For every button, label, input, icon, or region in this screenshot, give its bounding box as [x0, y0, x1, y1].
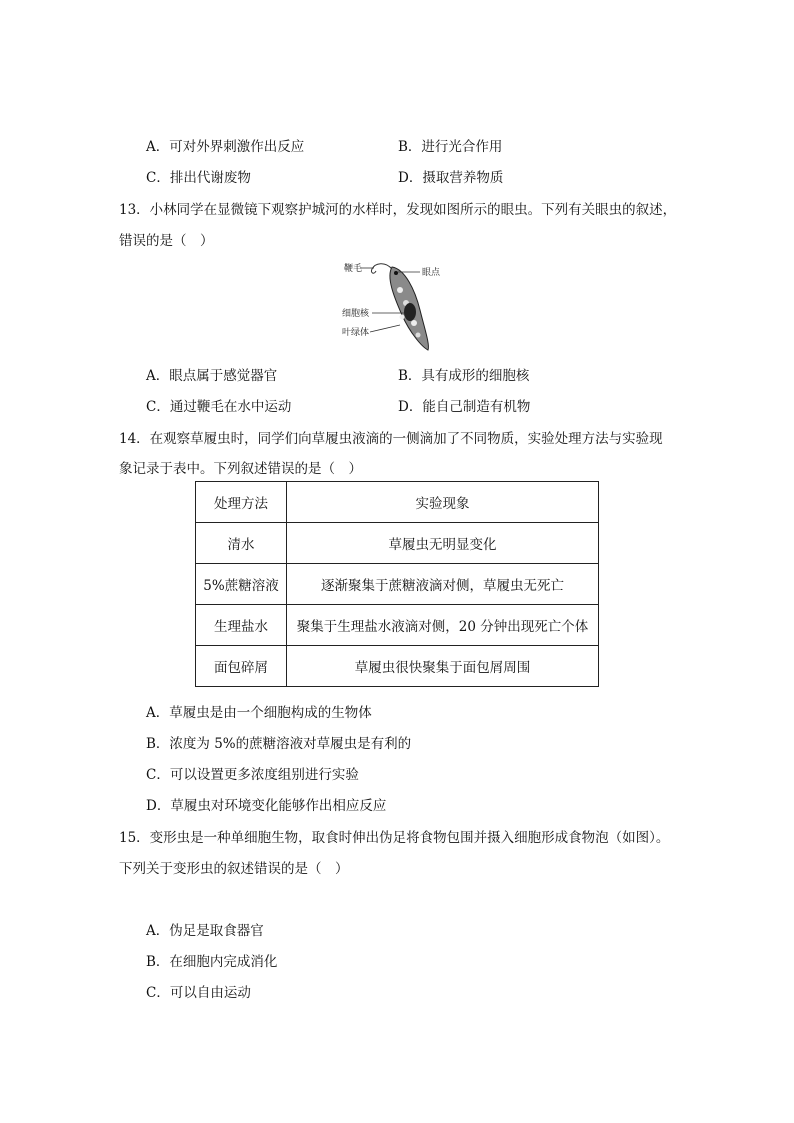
- q15-stem-line1: 15．变形虫是一种单细胞生物，取食时伸出伪足将食物包围并摄入细胞形成食物泡（如图）。: [119, 830, 670, 846]
- nucleus-label: 细胞核: [342, 309, 370, 319]
- q13-stem-line2: 错误的是（ ）: [119, 233, 214, 249]
- table-header-cell: 实验现象: [287, 482, 599, 523]
- q15-option-a: A．伪足是取食器官: [146, 923, 264, 939]
- q14-option-d: D．草履虫对环境变化能够作出相应反应: [146, 798, 387, 814]
- eyespot-label: 眼点: [422, 268, 441, 278]
- table-row: [196, 564, 599, 605]
- q12-option-a: A．可对外界刺激作出反应: [146, 139, 305, 155]
- table-cell: 聚集于生理盐水液滴对侧，20 分钟出现死亡个体: [287, 605, 599, 646]
- table-cell: 生理盐水: [196, 605, 287, 646]
- q15-option-c: C．可以自由运动: [146, 985, 251, 1001]
- q13-option-d: D．能自己制造有机物: [398, 399, 531, 415]
- table-cell: 清水: [196, 523, 287, 564]
- table-row: [196, 646, 599, 687]
- chloroplast-label: 叶绿体: [342, 328, 370, 338]
- table-row: [196, 605, 599, 646]
- table-header-row: [196, 482, 599, 523]
- euglena-figure: [330, 255, 460, 355]
- q15-option-b: B．在细胞内完成消化: [146, 954, 278, 970]
- q14-option-a: A．草履虫是由一个细胞构成的生物体: [146, 705, 372, 721]
- q12-option-d: D．摄取营养物质: [398, 170, 504, 186]
- q14-option-c: C．可以设置更多浓度组别进行实验: [146, 767, 359, 783]
- table-cell: 草履虫很快聚集于面包屑周围: [287, 646, 599, 687]
- q13-option-a: A．眼点属于感觉器官: [146, 368, 278, 384]
- q13-stem-line1: 13．小林同学在显微镜下观察护城河的水样时，发现如图所示的眼虫。下列有关眼虫的叙述，: [119, 202, 677, 218]
- q14-option-b: B．浓度为 5%的蔗糖溶液对草履虫是有利的: [146, 736, 412, 752]
- table-cell: 面包碎屑: [196, 646, 287, 687]
- table-header-cell: 处理方法: [196, 482, 287, 523]
- q14-stem-line2: 象记录于表中。下列叙述错误的是（ ）: [119, 461, 362, 477]
- q14-stem-line1: 14．在观察草履虫时，同学们向草履虫液滴的一侧滴加了不同物质，实验处理方法与实验现: [119, 431, 663, 447]
- q12-option-b: B．进行光合作用: [398, 139, 503, 155]
- flagellum-label: 鞭毛: [344, 264, 363, 274]
- q15-stem-line2: 下列关于变形虫的叙述错误的是（ ）: [119, 861, 349, 877]
- q12-option-c: C．排出代谢废物: [146, 170, 251, 186]
- table-cell: 草履虫无明显变化: [287, 523, 599, 564]
- table-cell: 5%蔗糖溶液: [196, 564, 287, 605]
- q13-option-b: B．具有成形的细胞核: [398, 368, 530, 384]
- q13-option-c: C．通过鞭毛在水中运动: [146, 399, 292, 415]
- table-cell: 逐渐聚集于蔗糖液滴对侧，草履虫无死亡: [287, 564, 599, 605]
- table-row: [196, 523, 599, 564]
- experiment-table: [195, 481, 599, 687]
